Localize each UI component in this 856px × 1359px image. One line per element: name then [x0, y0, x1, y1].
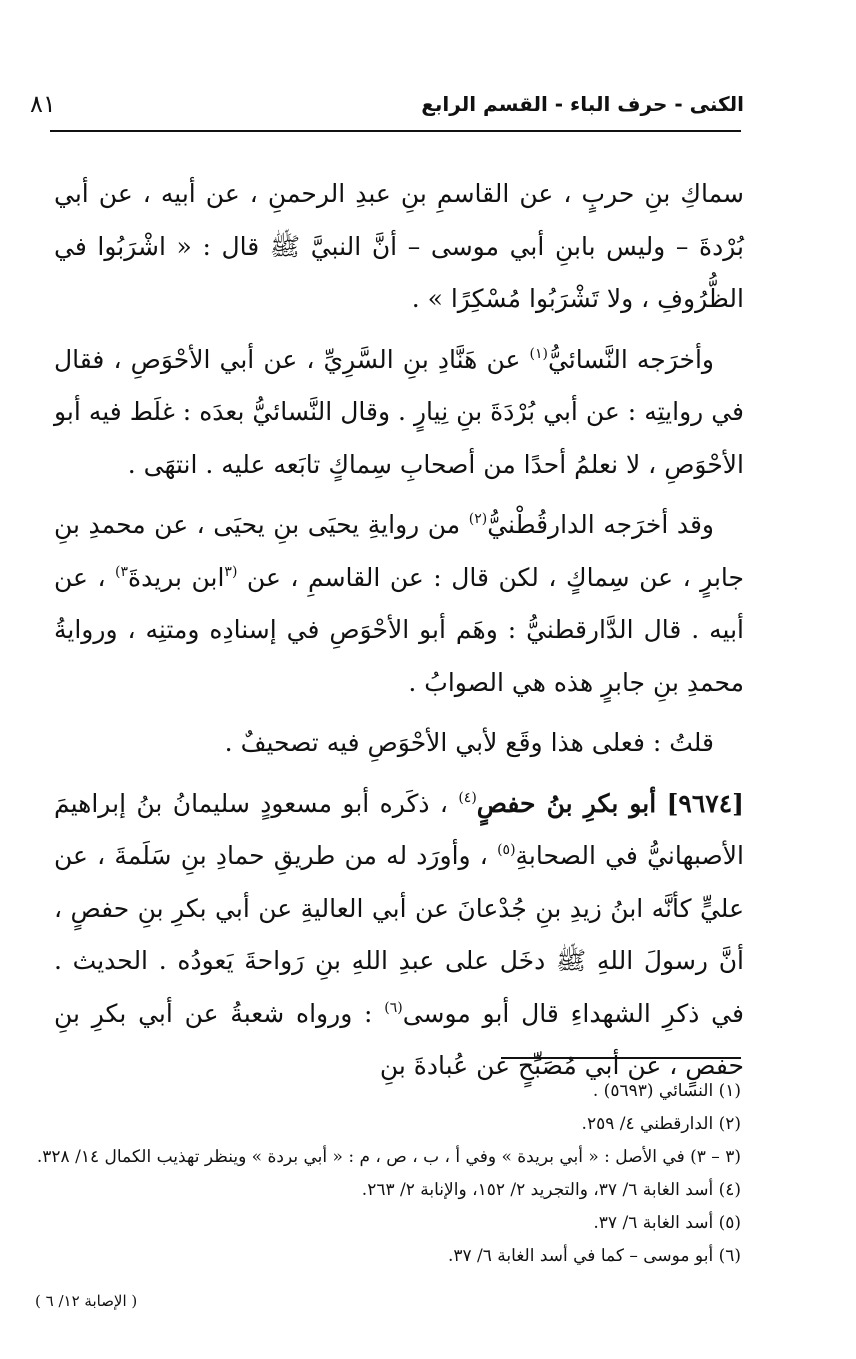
paragraph-3 — [54, 499, 744, 709]
entry-name: أبو بكرِ بنُ حفصٍ — [476, 788, 657, 818]
paragraph-3-text-d: ، عن أبيه . قال الدَّارقطنيُّ : وهَم أبو الأحْوَصِ في إسنادِه ومتنِه ، وروايةُ محمدِ بنِ جابرٍ هذه هي الصوابُ . — [54, 562, 744, 697]
bottom-reference: ( الإصابة ١٢/ ٦ ) — [35, 1292, 138, 1310]
running-header — [30, 88, 744, 122]
entry-number: [٩٦٧٤] — [666, 788, 744, 818]
footnote-ref-4: (٤) — [458, 789, 477, 806]
footnote-5: (٥) أسد الغابة ٦/ ٣٧. — [593, 1213, 741, 1233]
main-text — [54, 168, 744, 1093]
footnotes — [36, 1075, 741, 1273]
paragraph-3-text-a: وقد أخرَجه الدارقُطْنيُّ — [487, 510, 714, 539]
entry-9674 — [54, 778, 744, 1093]
entry-text-b: ، وأورَد له من طريقِ حمادِ بنِ سَلَمةَ ، عن عليٍّ كأنَّه ابنُ زيدِ بنِ جُدْعانَ عن أبي العاليةِ عن أبي بكرِ بنِ حفصٍ ، أنَّ رسولَ اللهِ ﷺ دخَل على عبدِ اللهِ بنِ رَواحةَ يَعودُه . الحديث . في ذكرِ الشهداءِ قال أبو موسى — [54, 841, 744, 1028]
footnote-ref-3-open: (٣ — [224, 563, 238, 580]
page-number: ٨١ — [30, 90, 56, 118]
header-rule — [50, 130, 741, 132]
footnote-3: (٣ – ٣) في الأصل : « أبي بريدة » وفي أ ، ب ، ص ، م : « أبي بردة » وينظر تهذيب الكمال ١٤/ ٣٢٨. — [36, 1147, 741, 1167]
footnote-2: (٢) الدارقطني ٤/ ٢٥٩. — [581, 1114, 741, 1134]
footnote-ref-3-close: ٣) — [115, 563, 129, 580]
footnote-rule — [501, 1057, 741, 1059]
running-title: الكنى - حرف الباء - القسم الرابع — [421, 92, 744, 116]
footnote-4: (٤) أسد الغابة ٦/ ٣٧، والتجريد ٢/ ١٥٢، والإنابة ٢/ ٢٦٣. — [361, 1180, 741, 1200]
paragraph-1: سماكِ بنِ حربٍ ، عن القاسمِ بنِ عبدِ الرحمنِ ، عن أبيه ، عن أبي بُرْدةَ – وليس بابنِ أبي موسى – أنَّ النبيَّ ﷺ قال : « اشْرَبُوا في الظُّرُوفِ ، ولا تَشْرَبُوا مُسْكِرًا » . — [54, 179, 744, 313]
footnote-1: (١) النسائي (٥٦٩٣) . — [592, 1081, 741, 1101]
footnote-6: (٦) أبو موسى – كما في أسد الغابة ٦/ ٣٧. — [447, 1246, 741, 1266]
paragraph-4: قلتُ : فعلى هذا وقَع لأبي الأحْوَصِ فيه تصحيفٌ . — [224, 728, 714, 757]
paragraph-2-text-b: عن هَنَّادِ بنِ السَّرِيِّ ، عن أبي الأحْوَصِ ، فقال في روايتِه : عن أبي بُرْدَةَ بنِ نِيارٍ . وقال النَّسائيُّ بعدَه : غلَط فيه أبو الأحْوَصِ ، لا نعلمُ أحدًا من أصحابِ سِماكٍ تابَعه عليه . انتهَى . — [54, 344, 744, 479]
entry-text-a: ، ذكَره أبو مسعودٍ سليمانُ بنُ إبراهيمَ الأصبهانيُّ في الصحابةِ — [54, 788, 744, 870]
footnote-ref-5: (٥) — [497, 842, 516, 858]
footnote-ref-6: (٦) — [384, 999, 403, 1016]
paragraph-3-text-c: ابن بريدةَ — [128, 562, 225, 592]
entry-text-c: : ورواه شعبةُ عن أبي بكرِ بنِ حفصٍ ، عن أبي مُصَبِّحٍ عن عُبادةَ بنِ — [54, 998, 744, 1080]
paragraph-2 — [54, 334, 744, 492]
footnote-ref-2: (٢) — [468, 511, 488, 527]
paragraph-2-text-a: وأخرَجه النَّسائيُّ — [547, 344, 714, 374]
footnote-ref-1: (١) — [529, 345, 548, 362]
paragraph-3-text-b: من روايةِ يحيَى بنِ يحيَى ، عن محمدِ بنِ جابرٍ ، عن سِماكٍ ، لكن قال : عن القاسمِ ، عن — [54, 510, 744, 592]
